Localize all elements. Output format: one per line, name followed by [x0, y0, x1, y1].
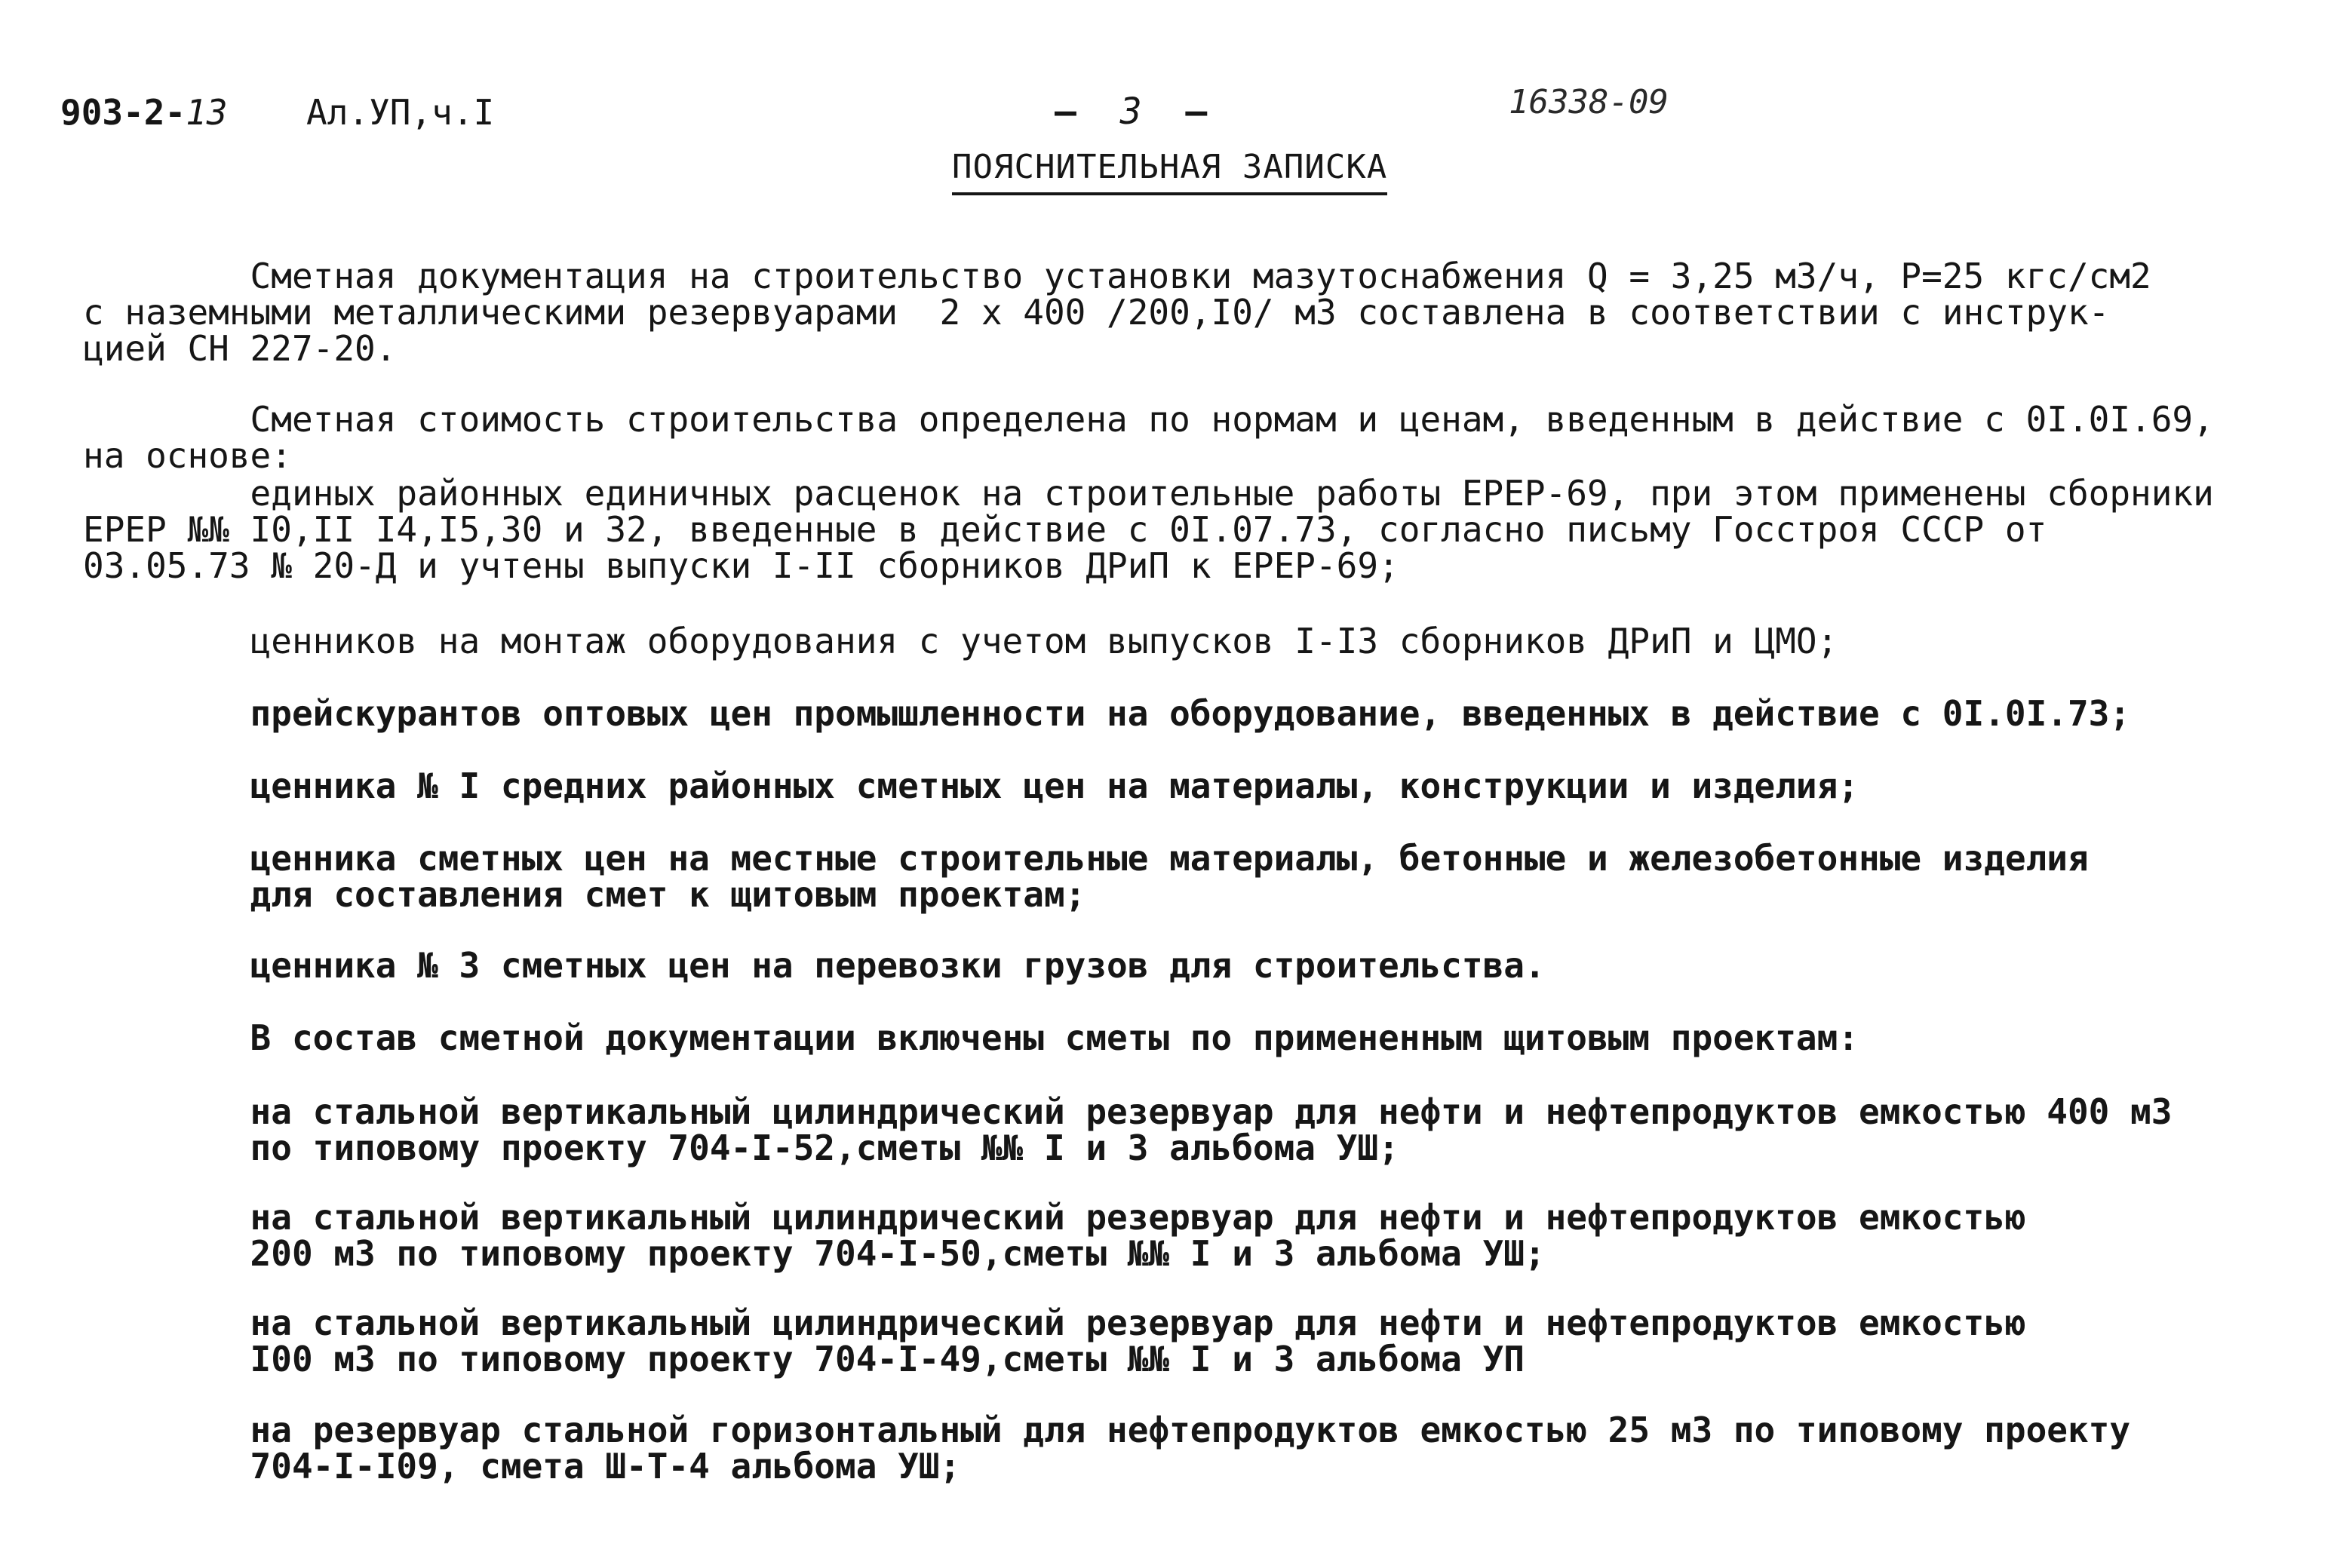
paragraph-tank-200: на стальной вертикальный цилиндрический резервуар для нефти и нефтепродуктов емкостью 200 м3 по типовому проекту 704-I-50,сметы №№ I и 3 альбома УШ;	[250, 1197, 2026, 1274]
paragraph-price-lists: прейскурантов оптовых цен промышленности на оборудование, введенных в действие с 0I.0I.73;	[83, 693, 2131, 734]
page-number: – 3 –	[1055, 91, 1208, 133]
paragraph-tank-400: на стальной вертикальный цилиндрический резервуар для нефти и нефтепродуктов емкостью 400 м3 по типовому проекту 704-I-52,сметы №№ I и 3 альбома УШ;	[250, 1091, 2173, 1168]
paragraph-tank-100: на стальной вертикальный цилиндрический резервуар для нефти и нефтепродуктов емкостью I00 м3 по типовому проекту 704-I-49,сметы №№ I и 3 альбома УП	[250, 1303, 2026, 1379]
album-reference: Ал.УП,ч.I	[306, 92, 495, 133]
paragraph-local-materials: ценника сметных цен на местные строительные материалы, бетонные и железобетонные изделия для составления смет к щитовым проектам;	[250, 838, 2089, 915]
registration-stamp: 16338-09	[1509, 83, 1669, 121]
paragraph-composition: В состав сметной документации включены сметы по примененным щитовым проектам:	[83, 1017, 1859, 1058]
document-code-handwritten: 13	[186, 92, 228, 133]
paragraph-erer: единых районных единичных расценок на строительные работы ЕРЕР-69, при этом применены сборники ЕРЕР №№ I0,II I4,I5,30 и 32, введенные в действие с 0I.07.73, согласно письму Госстроя СССР от 03.05.73 № 20-Д и учтены выпуски I-II сборников ДРиП к ЕРЕР-69;	[83, 473, 2214, 586]
page-number-value: 3	[1119, 91, 1142, 133]
paragraph-transport: ценника № 3 сметных цен на перевозки грузов для строительства.	[83, 945, 1546, 986]
paragraph-price-list-1: ценника № I средних районных сметных цен на материалы, конструкции и изделия;	[83, 766, 1859, 806]
paragraph-tank-25: на резервуар стальной горизонтальный для нефтепродуктов емкостью 25 м3 по типовому проекту 704-I-I09, смета Ш-Т-4 альбома УШ;	[250, 1410, 2131, 1487]
paragraph-cost-basis: Сметная стоимость строительства определена по нормам и ценам, введенным в действие с 0I.0I.69, на основе:	[83, 399, 2214, 476]
paragraph-intro: Сметная документация на строительство установки мазутоснабжения Q = 3,25 м3/ч, P=25 кгс/см2 с наземными металлическими резервуарами 2 х 400 /200,I0/ м3 составлена в соответствии с инструк- цией СН 227-20.	[83, 256, 2151, 369]
document-code-prefix: 903-2-	[60, 92, 186, 133]
document-code	[60, 92, 228, 133]
paragraph-equipment-prices: ценников на монтаж оборудования с учетом выпусков I-I3 сборников ДРиП и ЦМО;	[83, 621, 1838, 661]
page-title: ПОЯСНИТЕЛЬНАЯ ЗАПИСКА	[952, 148, 1387, 195]
